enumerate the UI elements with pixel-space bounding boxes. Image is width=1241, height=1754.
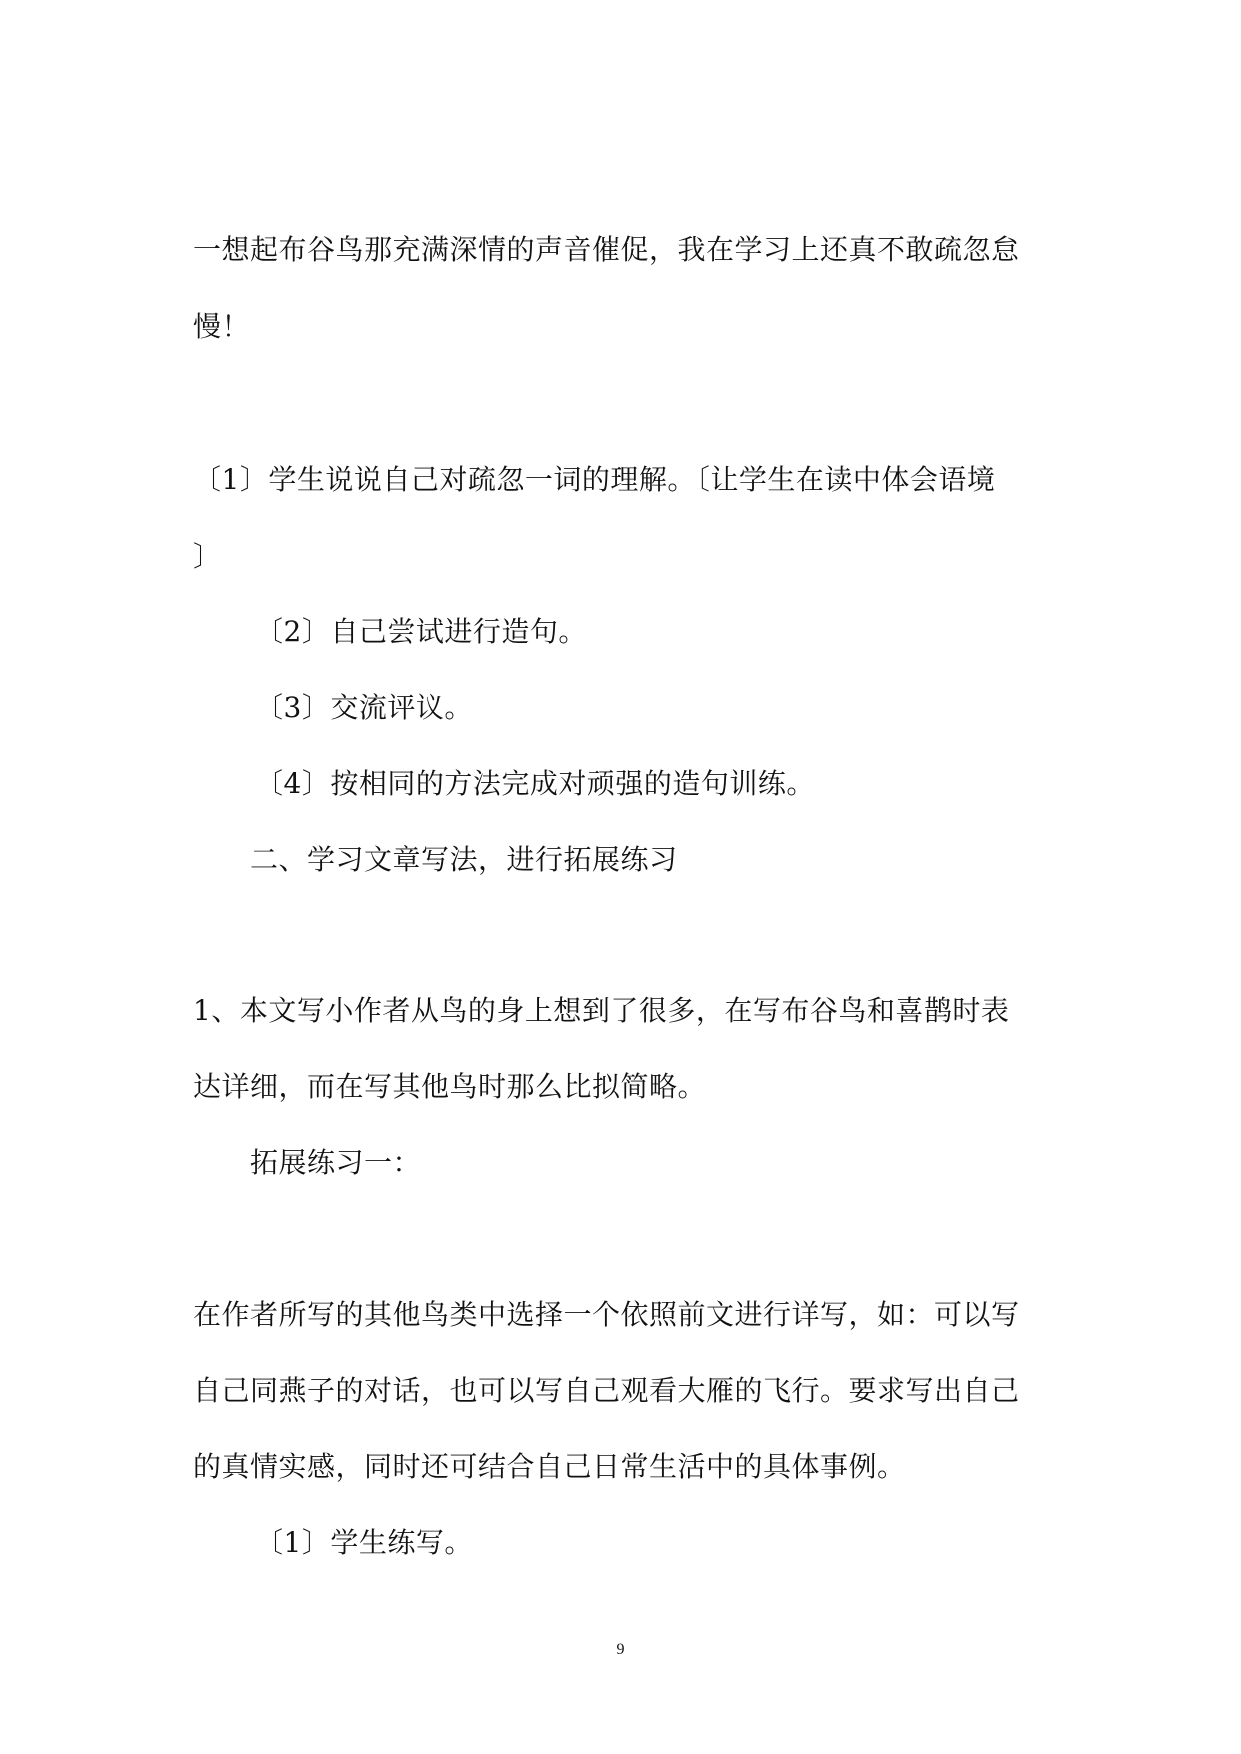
paragraph-line: 自己同燕子的对话，也可以写自己观看大雁的飞行。要求写出自己	[193, 1374, 1020, 1407]
section-heading: 二、学习文章写法，进行拓展练习	[250, 843, 678, 876]
paragraph-line: 慢！	[193, 310, 251, 343]
paragraph-line: 在作者所写的其他鸟类中选择一个依照前文进行详写，如：可以写	[193, 1298, 1020, 1331]
subheading: 拓展练习一：	[250, 1146, 422, 1179]
list-item-line: 〕	[193, 540, 222, 573]
list-item: 〔4〕按相同的方法完成对顽强的造句训练。	[255, 767, 815, 800]
list-item: 〔1〕学生练写。	[255, 1526, 473, 1559]
paragraph-line: 一想起布谷鸟那充满深情的声音催促，我在学习上还真不敢疏忽怠	[193, 233, 1020, 266]
page-number: 9	[616, 1641, 625, 1658]
list-item: 〔2〕自己尝试进行造句。	[255, 615, 587, 648]
paragraph-line: 达详细，而在写其他鸟时那么比拟简略。	[193, 1070, 707, 1103]
list-item: 〔3〕交流评议。	[255, 691, 473, 724]
paragraph-line: 的真情实感，同时还可结合自己日常生活中的具体事例。	[193, 1450, 906, 1483]
paragraph-line: 1、本文写小作者从鸟的身上想到了很多，在写布谷鸟和喜鹊时表	[193, 994, 1010, 1027]
list-item-line: 〔1〕学生说说自己对疏忽一词的理解。〔让学生在读中体会语境	[193, 463, 996, 496]
